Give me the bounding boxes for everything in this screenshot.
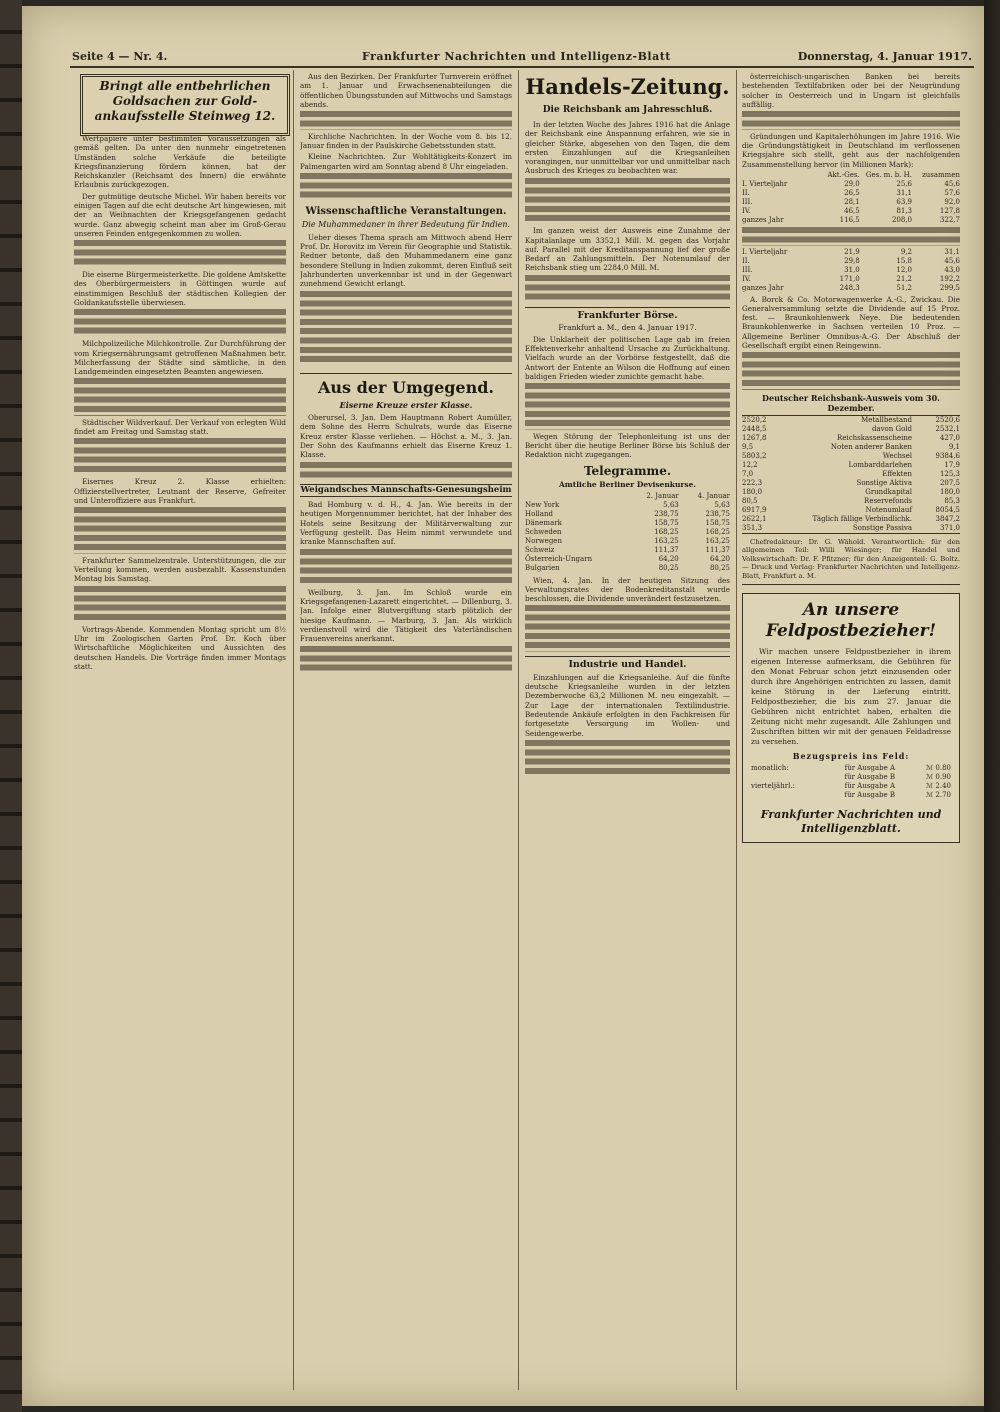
feldpost-ad-title: An unsere Feldpostbezieher! [765, 599, 937, 641]
header-rule [70, 66, 974, 68]
exchange-rate-cell: 111,37 [654, 545, 679, 554]
article-paragraph: Städtischer Wildverkauf. Der Verkauf von erlegten Wild findet am Freitag und Samstag statt. [74, 417, 286, 436]
exchange-rate-cell: Holland [525, 509, 553, 518]
founding-1916-cell: 208,0 [891, 215, 913, 224]
article-paragraph: Der gutmütige deutsche Michel. Wir haben bereits vor einigen Tagen auf die echt deutsche Art hingewiesen, mit der an Weihnachten der Kriegsgefangenen gedacht wurde. Ganz abwegig scheint man aber im Groß-Gerau unseren Feinden entgegenkommen zu wollen. [74, 191, 286, 238]
founding-1915-cell: 248,3 [839, 283, 860, 292]
reichsbank-cell: 3847,2 [935, 514, 960, 523]
text-filler [525, 740, 730, 777]
price-cell: für Ausgabe B [844, 772, 895, 781]
price-cell [751, 773, 811, 782]
founding-1915-row [742, 275, 960, 284]
article-heading: Die Reichsbank am Jahresschluß. [542, 105, 713, 115]
exchange-rate-row [525, 519, 730, 528]
article-heading: Industrie und Handel. [525, 656, 730, 671]
founding-1915-cell: 12,0 [896, 265, 913, 274]
text-filler [74, 309, 286, 337]
dateline: Frankfurt a. M., den 4. Januar 1917. [558, 322, 697, 332]
article-heading: Telegramme. [583, 463, 672, 478]
column-1 [74, 134, 286, 1384]
reichsbank-cell: 9,1 [948, 442, 960, 451]
exchange-rate-cell: 158,75 [705, 518, 730, 527]
article-paragraph: Kirchliche Nachrichten. In der Woche vom 8. bis 12. Januar finden in der Paulskirche Gebetsstunden statt. [300, 131, 512, 151]
exchange-rate-cell: 2. Januar [646, 491, 679, 500]
founding-1916-row [742, 189, 960, 198]
price-cell: ℳ 2.40 [925, 781, 951, 790]
page-edge [984, 0, 1000, 1412]
section-heading-science: Wissenschaftliche Veranstaltungen. [305, 205, 507, 217]
founding-1915-row [742, 266, 960, 275]
reichsbank-cell: 180,0 [939, 487, 960, 496]
gold-ad-box [80, 74, 290, 136]
text-filler [74, 507, 286, 553]
exchange-rate-row [525, 492, 730, 501]
reichsbank-cell: 2532,1 [935, 424, 960, 433]
exchange-rate-row [525, 528, 730, 537]
article-paragraph: Gründungen und Kapitalerhöhungen im Jahre 1916. Wie die Gründungstätigkeit in Deutschland im verflossenen Kriegsjahre sich stellt, geht aus der nachfolgenden Zusammenstellung hervor (in Millionen Mark): [742, 131, 960, 169]
reichsbank-cell: Lombarddarlehen [848, 460, 913, 469]
price-table [751, 764, 951, 800]
feldpost-ad [742, 593, 960, 843]
reichsbank-row [742, 506, 960, 515]
article-paragraph: Ueber dieses Thema sprach am Mittwoch abend Herr Prof. Dr. Horovitz im Verein für Geographie und Statistik. Redner betonte, daß den Muhammedanern eine ganz besondere Stellung in Indien zukommt, deren Einfluß seit Jahrhunderten unverkennbar ist und in der Gegenwart zunehmend Gewicht erlangt. [300, 232, 512, 289]
founding-1916-cell: 31,1 [896, 188, 913, 197]
article-paragraph: Weilburg, 3. Jan. Im Schloß wurde ein Kriegsgefangenen-Lazarett eingerichtet. — Dillenburg, 3. Jan. Infolge einer Blutvergiftung starb plötzlich der hiesige Kaufmann. — Marburg, 3. Jan. Als wirklich verdienstvoll wird die Tätigkeit des Vaterländischen Frauenvereins anerkannt. [300, 587, 512, 644]
reichsbank-cell: 180,0 [742, 487, 763, 496]
founding-1915-cell: ganzes Jahr [742, 283, 784, 292]
price-row [751, 764, 951, 773]
imprint: Chefredakteur: Dr. G. Wähold. Verantwortlich: für den allgemeinen Teil: Willi Wiesinger; für Handel und Volkswirtschaft: Dr. F. Pfitzner; für den Anzeigenteil: G. Boltz. — Druck und Verlag: Frankfurter Nachrichten und Intelligenz-Blatt, Frankfurt a. M. [742, 538, 960, 585]
price-cell: ℳ 0.90 [925, 772, 951, 781]
exchange-rate-cell: 163,25 [654, 536, 679, 545]
text-filler [74, 438, 286, 475]
price-cell: für Ausgabe A [844, 763, 895, 772]
reichsbank-cell: 2448,5 [742, 424, 767, 433]
reichsbank-cell: 85,3 [944, 496, 960, 505]
founding-1916-cell: Akt.-Ges. [827, 170, 860, 179]
article-paragraph: Wertpapiere unter bestimmten Voraussetzungen als gemäß gelten. Da unter den nunmehr eingetretenen Umständen solche Verkäufe die beteiligte Kriegsfinanzierung fördern können, hat der Reichskanzler (Reichsamt des Innern) die erwähnte Erlaubnis zurückgezogen. [74, 134, 286, 190]
text-filler [300, 462, 512, 481]
founding-1915-row [742, 257, 960, 266]
text-filler [742, 227, 960, 246]
article-paragraph: A. Borck & Co. Motorwagenwerke A.-G., Zwickau. Die Generalversammlung setzte die Dividende auf 15 Proz. fest. — Braunkohlenwerk Neye. Die bedeutenden Braunkohlenwerke in Sachsen verteilen 10 Proz. — Allgemeine Berliner Omnibus-A.-G. Der Abschluß der Gesellschaft ergibt einen Reingewinn. [742, 294, 960, 351]
text-filler [525, 605, 730, 651]
text-filler [525, 178, 730, 224]
binder-edge [0, 0, 22, 1412]
founding-1915-row [742, 248, 960, 257]
text-filler [742, 352, 960, 389]
exchange-rate-cell: 168,25 [654, 527, 679, 536]
article-paragraph: Im ganzen weist der Ausweis eine Zunahme der Kapitalanlage um 3352,1 Mill. M. gegen das Vorjahr auf. Parallel mit der Kreditanspannung lief der große Bedarf an Zahlungsmitteln. Der Notenumlauf der Reichsbank stieg um 2284,0 Mill. M. [525, 226, 730, 273]
founding-1916-cell: 116,5 [839, 215, 860, 224]
founding-1915-cell: 15,8 [896, 256, 913, 265]
founding-1916-cell: 29,0 [844, 179, 860, 188]
article-paragraph: Die eiserne Bürgermeisterkette. Die goldene Amtskette des Oberbürgermeisters in Göttingen wurde auf einstimmigen Beschluß der städtischen Kollegien der Goldankaufsstelle überwiesen. [74, 270, 286, 308]
article-subheading: Eiserne Kreuze erster Klasse. [339, 400, 473, 411]
founding-1916-row [742, 198, 960, 207]
text-filler [74, 378, 286, 415]
founding-1915-cell: 21,2 [896, 274, 913, 283]
section-heading-region: Aus der Umgegend. [300, 373, 512, 398]
column-divider [736, 70, 737, 1390]
article-heading: Frankfurter Börse. [525, 307, 730, 322]
article-paragraph: Kleine Nachrichten. Zur Wohltätigkeits-Konzert im Palmengarten wird am Sonntag abend 8 Uhr eingeladen. [300, 152, 512, 171]
reichsbank-row [742, 470, 960, 479]
reichsbank-row [742, 488, 960, 497]
reichsbank-cell: Sonstige Aktiva [856, 478, 913, 487]
exchange-rate-cell: 168,25 [705, 527, 730, 536]
column-4 [742, 72, 960, 1386]
text-filler [300, 111, 512, 130]
exchange-rate-row [525, 564, 730, 573]
exchange-rate-cell: 5,63 [714, 500, 730, 509]
reichsbank-cell: 2520,2 [742, 415, 767, 424]
feldpost-ad-body: Wir machen unsere Feldpostbezieher in ihrem eigenen Interesse aufmerksam, die Gebühren für den Monat Februar schon jetzt einzusenden oder durch ihre Angehörigen entrichten zu lassen, damit keine Störung in der Lieferung eintritt. Feldpostbezieher, die bis zum 27. Januar die Gebühren nicht entrichtet haben, erhalten die Zeitung nicht mehr zugesandt. Alle Zahlungen und Zuschriften bitten wir mit der genauen Feldadresse zu versehen. [751, 646, 951, 746]
founding-1916-cell: 57,6 [944, 188, 960, 197]
exchange-rate-row [525, 510, 730, 519]
exchange-rate-cell: 64,20 [658, 554, 679, 563]
price-cell: für Ausgabe B [844, 790, 895, 799]
text-filler [300, 646, 512, 674]
founding-1916-cell: 81,3 [896, 206, 913, 215]
reichsbank-cell: 222,3 [742, 478, 763, 487]
founding-1915-cell: 51,2 [896, 283, 913, 292]
article-paragraph: Aus den Bezirken. Der Frankfurter Turnverein eröffnet am 1. Januar und Erwachsenenabteilungen die öffentlichen Übungsstunden auf Mittwochs und Samstags abends. [300, 72, 512, 109]
column-3 [525, 72, 730, 1386]
reichsbank-cell: Sonstige Passiva [852, 523, 913, 532]
founding-1916-cell: 322,7 [939, 215, 960, 224]
reichsbank-table [742, 415, 960, 534]
reichsbank-cell: 125,3 [939, 469, 960, 478]
article-heading: Deutscher Reichsbank-Ausweis vom 30. Dezember. [762, 392, 940, 413]
exchange-rate-cell: 4. Januar [697, 491, 730, 500]
exchange-rate-cell: New York [525, 500, 560, 509]
reichsbank-cell: 8054,5 [935, 505, 960, 514]
reichsbank-cell: 351,3 [742, 523, 763, 532]
reichsbank-cell: Reichskassenscheine [837, 433, 913, 442]
price-row [751, 773, 951, 782]
founding-table-1915 [742, 248, 960, 293]
text-filler [300, 549, 512, 586]
reichsbank-row [742, 425, 960, 434]
article-paragraph: Die Unklarheit der politischen Lage gab im freien Effektenverkehr anhaltend Ursache zu Zurückhaltung. Vielfach wurde an der Vorbörse festgestellt, daß die Antwort der Entente an Wilson die Hoffnung auf einen baldigen Frieden wieder zunichte gemacht habe. [525, 334, 730, 381]
price-cell: vierteljährl.: [751, 781, 795, 790]
gold-ad-text: Bringt alle entbehrlichen Goldsachen zur Gold-ankaufsstelle Steinweg 12. [94, 79, 276, 123]
founding-1915-cell: 43,0 [944, 265, 960, 274]
founding-1916-row [742, 207, 960, 216]
founding-1915-cell: IV. [742, 274, 751, 283]
reichsbank-cell: 9384,6 [935, 451, 960, 460]
reichsbank-cell: 80,5 [742, 496, 758, 505]
reichsbank-cell: 9,5 [742, 442, 754, 451]
feldpost-ad-footer: Frankfurter Nachrichten und Intelligenzblatt. [760, 807, 942, 835]
reichsbank-row [742, 524, 960, 533]
reichsbank-cell: Noten anderer Banken [830, 442, 913, 451]
price-cell: monatlich: [751, 763, 789, 772]
article-paragraph: Vortrags-Abende. Kommenden Montag spricht um 8½ Uhr im Zoologischen Garten Prof. Dr. Koch über Wirtschaftliche Möglichkeiten und Aussichten des deutschen Handels. Die Vorträge finden immer Montags statt. [74, 624, 286, 672]
article-paragraph: Frankfurter Sammelzentrale. Unterstützungen, die zur Verteilung kommen, werden ausbezahlt. Kassenstunden Montag bis Samstag. [74, 555, 286, 584]
price-heading: Bezugspreis ins Feld: [792, 750, 910, 761]
article-paragraph: österreichisch-ungarischen Banken bei bereits bestehenden Textilfabriken oder bei der Neugründung solcher in Oesterreich und in Ungarn ist gleichfalls auffällig. [742, 72, 960, 109]
founding-1915-cell: 192,2 [939, 274, 960, 283]
reichsbank-row [742, 497, 960, 506]
price-cell [751, 791, 811, 800]
article-paragraph: Milchpolizeiliche Milchkontrolle. Zur Durchführung der vom Kriegsernährungsamt getroffenen Maßnahmen betr. Milcherfassung der Städte sind sämtliche, in den Landgemeinden eingesetzten Beamten angewiesen. [74, 339, 286, 377]
reichsbank-cell: 2520,6 [935, 415, 960, 424]
reichsbank-row [742, 416, 960, 425]
reichsbank-cell: Täglich fällige Verbindlichk. [812, 514, 913, 523]
article-paragraph: Einzahlungen auf die Kriegsanleihe. Auf die fünfte deutsche Kriegsanleihe wurden in der letzten Dezemberwoche 63,2 Millionen M. neu eingezahlt. — Zur Lage der internationalen Textilindustrie. Bedeutende Ankäufe erfolgten in den Fachkreisen für fortgesetzte Versorgung im Wollen- und Seidengewerbe. [525, 672, 730, 738]
column-divider [518, 70, 519, 1390]
founding-1916-cell: 127,8 [939, 206, 960, 215]
founding-1915-cell: 171,0 [839, 274, 860, 283]
exchange-rate-cell: 80,25 [709, 563, 730, 572]
reichsbank-row [742, 443, 960, 452]
column-divider [293, 70, 294, 1390]
exchange-rate-table [525, 492, 730, 573]
section-heading-business: Handels-Zeitung. [525, 74, 730, 99]
newspaper-page [22, 6, 984, 1406]
issue-date: Donnerstag, 4. Januar 1917. [797, 50, 972, 63]
exchange-rate-cell: 111,37 [705, 545, 730, 554]
article-heading: Weigandsches Mannschafts-Genesungsheim [300, 485, 512, 496]
article-paragraph: Eisernes Kreuz 2. Klasse erhielten: Offizierstellvertreter, Leutnant der Reserve, Gefreiter und Unteroffiziere aus Frankfurt. [74, 477, 286, 505]
exchange-rate-cell: Österreich-Ungarn [525, 554, 593, 563]
founding-1915-cell: 9,2 [900, 247, 913, 256]
text-filler [300, 173, 512, 201]
exchange-rate-cell: Bulgarien [525, 563, 560, 572]
founding-1916-cell: 25,6 [896, 179, 913, 188]
price-cell: ℳ 0.80 [925, 763, 951, 772]
founding-1915-cell: II. [742, 256, 750, 265]
text-filler [300, 291, 512, 365]
reichsbank-cell: 5803,2 [742, 451, 767, 460]
reichsbank-row [742, 515, 960, 524]
article-paragraph: Oberursel, 3. Jan. Dem Hauptmann Robert Aumüller, dem Sohne des Herrn Schulrats, wurde das Eiserne Kreuz erster Klasse verliehen. — Höchst a. M., 3. Jan. Der Sohn des Kaufmanns erhielt das Eiserne Kreuz 1. Klasse. [300, 413, 512, 460]
reichsbank-row [742, 461, 960, 470]
founding-1915-cell: 29,8 [844, 256, 860, 265]
exchange-rate-cell: Schweden [525, 527, 562, 536]
founding-1916-cell: I. Vierteljahr [742, 179, 788, 188]
article-paragraph: Bad Homburg v. d. H., 4. Jan. Wie bereits in der heutigen Morgennummer berichtet, hat der Inhaber des Hotels seine Besitzung der Militärverwaltung zur Verfügung gestellt. Das Heim nimmt verwundete und kranke Mannschaften auf. [300, 500, 512, 547]
exchange-rate-row [525, 555, 730, 564]
price-cell: ℳ 2.70 [925, 790, 951, 799]
reichsbank-cell: Grundkapital [865, 487, 913, 496]
text-filler [742, 111, 960, 130]
reichsbank-cell: 427,0 [939, 433, 960, 442]
exchange-rate-cell: 80,25 [658, 563, 679, 572]
page-number: Seite 4 — Nr. 4. [72, 50, 168, 63]
text-filler [525, 383, 730, 429]
founding-1915-cell: 45,6 [944, 256, 960, 265]
exchange-rate-cell: Dänemark [525, 518, 562, 527]
reichsbank-cell: Effekten [882, 469, 913, 478]
founding-1916-row [742, 180, 960, 189]
price-cell: für Ausgabe A [844, 781, 895, 790]
text-filler [525, 275, 730, 303]
exchange-rate-cell: 5,63 [663, 500, 679, 509]
exchange-rate-cell: Norwegen [525, 536, 562, 545]
founding-1915-cell: III. [742, 265, 753, 274]
article-paragraph: Wien, 4. Jan. In der heutigen Sitzung des Verwaltungsrates der Bodenkreditanstalt wurde beschlossen, die Dividende unverändert festzusetzen. [525, 575, 730, 604]
founding-1915-row [742, 284, 960, 293]
founding-table-1916 [742, 171, 960, 225]
founding-1915-cell: 21,9 [844, 247, 860, 256]
founding-1916-cell: 46,5 [844, 206, 860, 215]
reichsbank-row [742, 479, 960, 488]
reichsbank-cell: Reservefonds [864, 496, 913, 505]
reichsbank-cell: davon Gold [871, 424, 913, 433]
exchange-rate-cell: 238,75 [705, 509, 730, 518]
founding-1916-cell: III. [742, 197, 753, 206]
reichsbank-cell: 2622,1 [742, 514, 767, 523]
column-2 [300, 72, 512, 1386]
reichsbank-cell: 6917,9 [742, 505, 767, 514]
exchange-rate-cell: 163,25 [705, 536, 730, 545]
founding-1916-cell: IV. [742, 206, 751, 215]
reichsbank-cell: 207,5 [939, 478, 960, 487]
founding-1915-cell: 31,0 [844, 265, 860, 274]
exchange-rate-row [525, 537, 730, 546]
founding-1916-cell: ganzes Jahr [742, 215, 784, 224]
founding-1916-cell: 63,9 [896, 197, 913, 206]
reichsbank-cell: Wechsel [882, 451, 913, 460]
exchange-rate-cell [525, 492, 628, 501]
text-filler [74, 586, 286, 623]
reichsbank-row [742, 434, 960, 443]
founding-1916-cell: zusammen [922, 170, 960, 179]
reichsbank-cell: 12,2 [742, 460, 758, 469]
founding-1916-cell: 45,6 [944, 179, 960, 188]
founding-1916-row [742, 171, 960, 180]
article-paragraph: Wegen Störung der Telephonleitung ist uns der Bericht über die heutige Berliner Börse bis Schluß der Redaktion nicht zugegangen. [525, 431, 730, 460]
founding-1916-cell [742, 171, 816, 180]
exchange-rate-row [525, 546, 730, 555]
reichsbank-cell: 7,0 [742, 469, 754, 478]
founding-1915-cell: 299,5 [939, 283, 960, 292]
reichsbank-cell: 1267,8 [742, 433, 767, 442]
founding-1916-cell: 28,1 [844, 197, 860, 206]
article-subheading: Die Muhammedaner in ihrer Bedeutung für Indien. [301, 219, 511, 229]
exchange-rate-cell: 64,20 [709, 554, 730, 563]
founding-1916-cell: 26,5 [844, 188, 860, 197]
reichsbank-cell: Notenumlauf [865, 505, 913, 514]
masthead: Frankfurter Nachrichten und Intelligenz-Blatt [362, 50, 671, 63]
exchange-rate-cell: 238,75 [654, 509, 679, 518]
founding-1916-cell: Ges. m. b. H. [865, 170, 913, 179]
article-paragraph: In der letzten Woche des Jahres 1916 hat die Anlage der Reichsbank eine Anspannung erfahren, wie sie in gleicher Stärke, abgesehen von den Tagen, die dem ersten Einzahlungen auf die Kriegsanleihen vorangingen, nur unmittelbar vor und unmittelbar nach Ausbruch des Krieges zu beobachten war. [525, 120, 730, 176]
reichsbank-cell: 17,9 [944, 460, 960, 469]
price-row [751, 791, 951, 800]
founding-1916-row [742, 216, 960, 225]
founding-1916-cell: 92,0 [944, 197, 960, 206]
reichsbank-cell: 371,0 [939, 523, 960, 532]
reichsbank-row [742, 452, 960, 461]
founding-1915-cell: I. Vierteljahr [742, 247, 788, 256]
exchange-rate-cell: Schweiz [525, 545, 555, 554]
founding-1915-cell: 31,1 [944, 247, 960, 256]
exchange-rate-row [525, 501, 730, 510]
founding-1916-cell: II. [742, 188, 750, 197]
text-filler [74, 240, 286, 268]
price-row [751, 782, 951, 791]
article-subheading: Amtliche Berliner Devisenkurse. [558, 479, 696, 489]
reichsbank-cell: Metallbestand [861, 415, 913, 424]
exchange-rate-cell: 158,75 [654, 518, 679, 527]
